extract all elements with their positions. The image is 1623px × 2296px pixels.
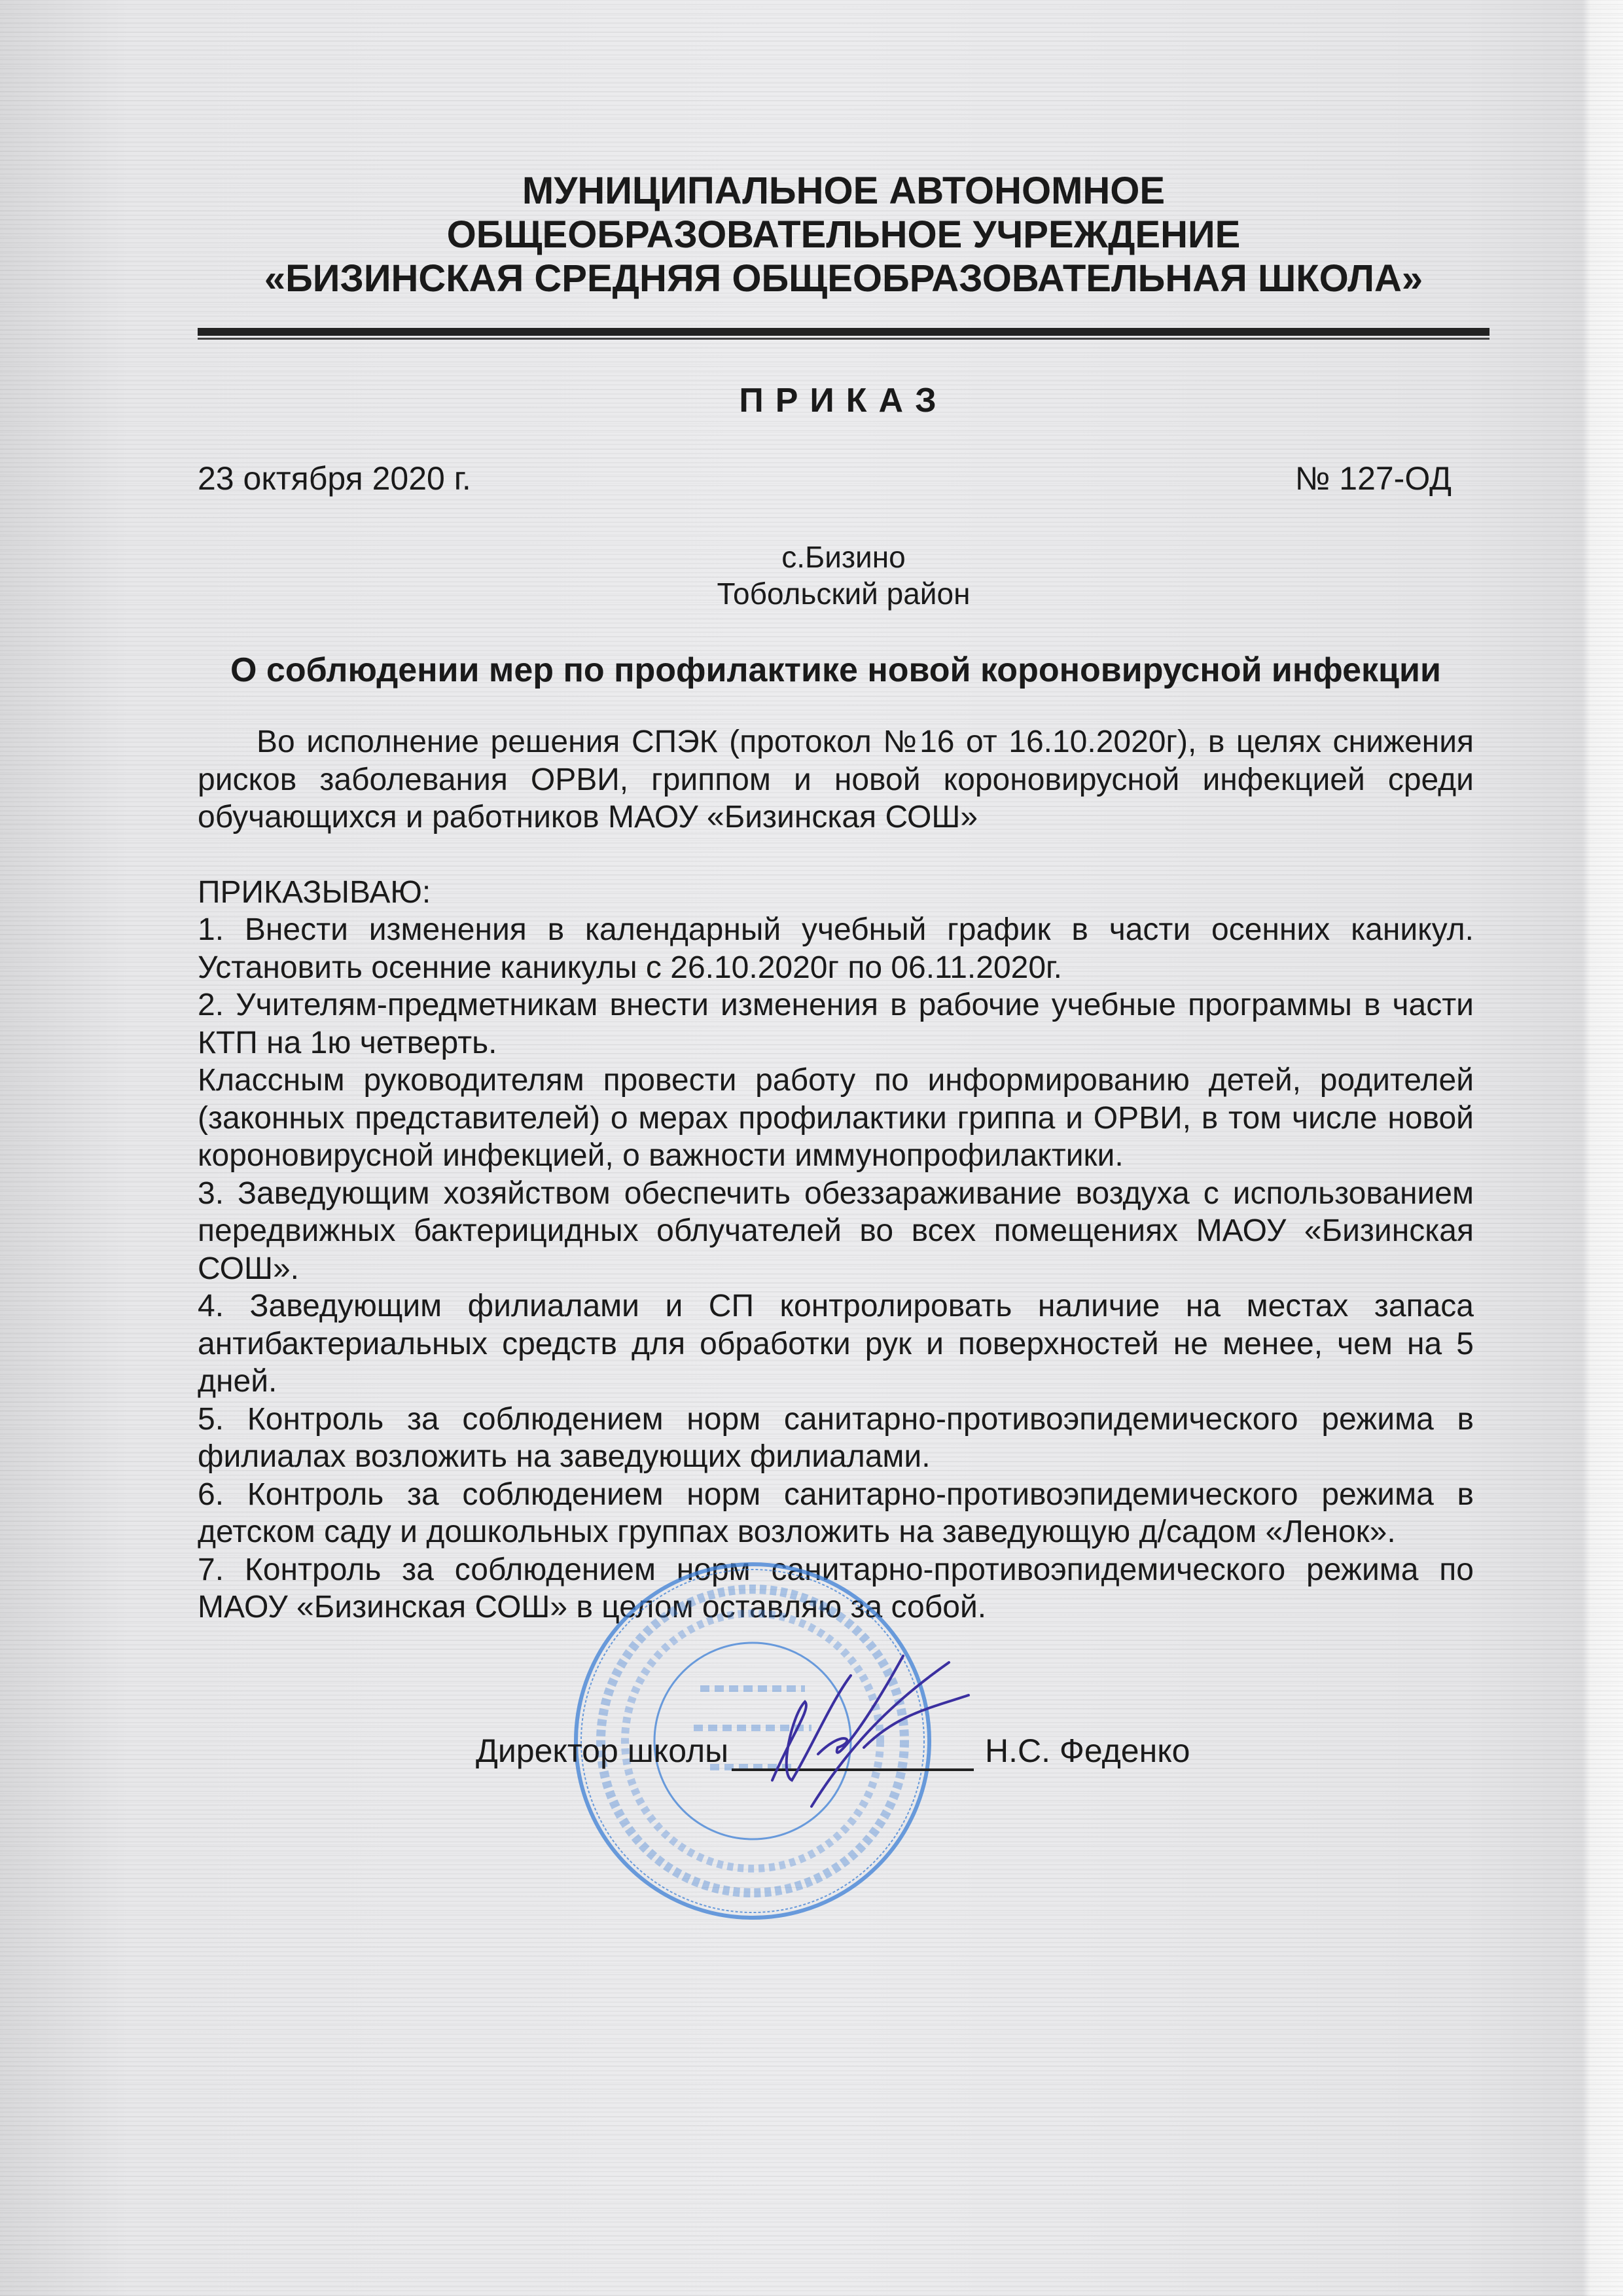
document-type: ПРИКАЗ	[739, 382, 948, 420]
order-item: 5. Контроль за соблюдением норм санитарно-противоэпидемического режима в филиалах возложить на заведующих филиалами.	[198, 1401, 1474, 1474]
order-item: 7. Контроль за соблюдением норм санитарно-противоэпидемического режима по МАОУ «Бизинская СОШ» в целом оставляю за собой.	[198, 1552, 1474, 1624]
document-number: № 127-ОД	[1294, 460, 1452, 497]
order-word: ПРИКАЗЫВАЮ:	[198, 874, 431, 910]
date-number-row	[198, 459, 1489, 498]
organization-header	[198, 169, 1489, 300]
order-item: 6. Контроль за соблюдением норм санитарно-противоэпидемического режима в детском саду и дошкольных группах возложить на заведующую д/садом «Ленок».	[198, 1477, 1474, 1549]
preamble: Во исполнение решения СПЭК (протокол №16 от 16.10.2020г), в целях снижения рисков заболевания ОРВИ, гриппом и новой короновирусной инфекцией среди обучающихся и работников МАОУ «Бизинская СОШ»	[198, 725, 1474, 834]
order-item: 2. Учителям-предметникам внести изменения в рабочие учебные программы в части КТП на 1ю четверть.	[198, 988, 1474, 1060]
signature-position: Директор школы	[476, 1732, 729, 1769]
header-line-2: ОБЩЕОБРАЗОВАТЕЛЬНОЕ УЧРЕЖДЕНИЕ	[446, 213, 1241, 256]
header-line-1: МУНИЦИПАЛЬНОЕ АВТОНОМНОЕ	[522, 170, 1166, 212]
order-item: 4. Заведующим филиалами и СП контролировать наличие на местах запаса антибактериальных средств для обработки рук и поверхностей не менее, чем на 5 дней.	[198, 1289, 1474, 1399]
signature-block	[198, 1731, 1489, 1784]
handwritten-signature	[753, 1617, 975, 1813]
order-item: Классным руководителям провести работу по информированию детей, родителей (законных представителей) о мерах профилактики гриппа и ОРВИ, в том числе новой короновирусной инфекцией, о важности иммунопрофилактики.	[198, 1063, 1474, 1173]
place-district: Тобольский район	[717, 577, 971, 611]
document-title: О соблюдении мер по профилактике новой короновирусной инфекции	[230, 651, 1441, 689]
order-item: 1. Внести изменения в календарный учебный график в части осенних каникул. Установить осенние каникулы с 26.10.2020г по 06.11.2020г.	[198, 912, 1474, 985]
document-place	[198, 539, 1489, 612]
header-divider-thin	[198, 338, 1489, 340]
document-body	[198, 723, 1474, 1626]
signatory-name: Н.С. Феденко	[985, 1732, 1190, 1769]
order-item: 3. Заведующим хозяйством обеспечить обеззараживание воздуха с использованием передвижных бактерицидных облучателей во всех помещениях МАОУ «Бизинская СОШ».	[198, 1175, 1474, 1286]
document-page	[198, 169, 1489, 1784]
place-village: с.Бизино	[781, 540, 906, 574]
header-divider	[198, 328, 1489, 336]
document-date: 23 октября 2020 г.	[198, 460, 471, 497]
signature-line	[732, 1768, 974, 1771]
header-line-3: «БИЗИНСКАЯ СРЕДНЯЯ ОБЩЕОБРАЗОВАТЕЛЬНАЯ ШКОЛА»	[264, 257, 1423, 300]
